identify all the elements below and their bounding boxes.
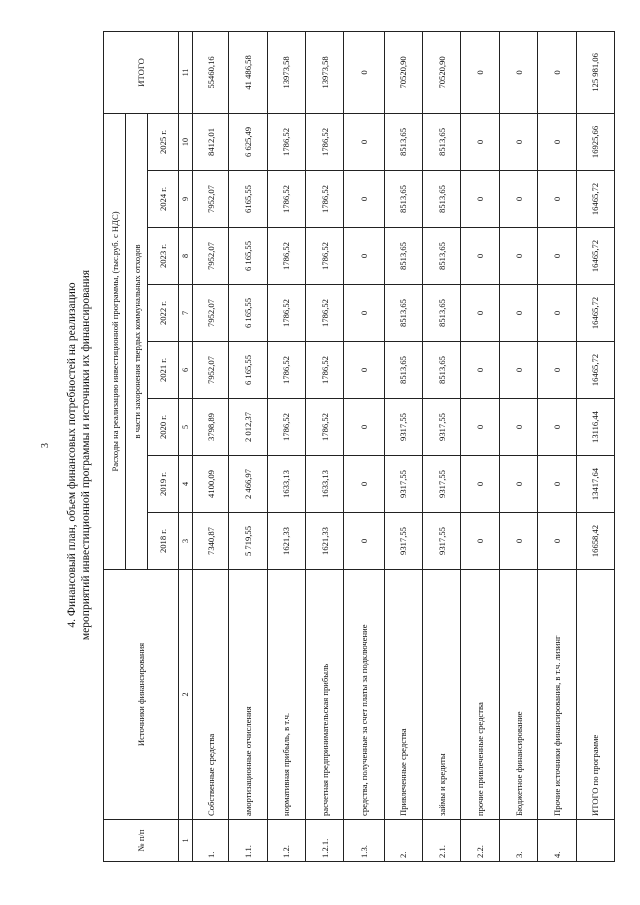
row-value-cell: 1786,52	[267, 285, 305, 342]
row-value-cell: 0	[499, 456, 537, 513]
row-number: 3.	[499, 820, 537, 862]
row-value-cell: 9317,55	[423, 399, 461, 456]
year-header: 2018 г.	[148, 513, 178, 570]
row-value-cell: 9317,55	[423, 456, 461, 513]
year-header: 2020 г.	[148, 399, 178, 456]
row-value-cell: 6165,55	[229, 171, 267, 228]
row-value-cell: 6 165,55	[229, 342, 267, 399]
row-value-cell: 13116,44	[576, 399, 614, 456]
row-total-cell: 0	[538, 31, 576, 113]
header-source: Источники финансирования	[104, 570, 179, 820]
row-total-cell: 125 981,06	[576, 31, 614, 113]
row-source-name: ИТОГО по программе	[576, 570, 614, 820]
financing-table	[103, 31, 615, 862]
index-cell: 4	[178, 456, 192, 513]
row-value-cell: 0	[538, 513, 576, 570]
index-cell: 11	[178, 31, 192, 113]
index-cell: 8	[178, 228, 192, 285]
row-total-cell: 0	[499, 31, 537, 113]
row-value-cell: 1621,33	[267, 513, 305, 570]
row-value-cell: 1786,52	[305, 342, 343, 399]
row-value-cell: 0	[344, 513, 384, 570]
row-value-cell: 1786,52	[267, 171, 305, 228]
row-value-cell: 7340,87	[192, 513, 228, 570]
row-value-cell: 9317,55	[423, 513, 461, 570]
row-source-name: Прочие источники финансирования, в т.ч. лизинг	[538, 570, 576, 820]
row-number: 2.	[384, 820, 422, 862]
row-value-cell: 0	[344, 113, 384, 170]
row-value-cell: 8513,65	[384, 228, 422, 285]
index-cell: 10	[178, 113, 192, 170]
index-cell: 2	[178, 570, 192, 820]
row-value-cell: 0	[499, 399, 537, 456]
header-num: № п/п	[104, 820, 179, 862]
row-value-cell: 16465,72	[576, 171, 614, 228]
row-value-cell: 16465,72	[576, 342, 614, 399]
index-cell: 5	[178, 399, 192, 456]
row-value-cell: 0	[499, 342, 537, 399]
row-value-cell: 0	[538, 456, 576, 513]
table-row	[576, 31, 614, 861]
row-value-cell: 8513,65	[423, 342, 461, 399]
row-value-cell: 0	[461, 342, 499, 399]
row-value-cell: 1786,52	[267, 342, 305, 399]
row-total-cell: 13973,58	[267, 31, 305, 113]
row-value-cell: 2 012,37	[229, 399, 267, 456]
row-value-cell: 16658,42	[576, 513, 614, 570]
table-row	[192, 31, 228, 861]
row-value-cell: 0	[461, 513, 499, 570]
row-value-cell: 0	[538, 171, 576, 228]
row-number: 1.2.1.	[305, 820, 343, 862]
row-source-name: средства, полученные за счет платы за подключение	[344, 570, 384, 820]
index-cell: 3	[178, 513, 192, 570]
row-value-cell: 7952,07	[192, 228, 228, 285]
row-value-cell: 6 165,55	[229, 285, 267, 342]
row-value-cell: 0	[538, 342, 576, 399]
row-value-cell: 0	[499, 171, 537, 228]
index-cell: 1	[178, 820, 192, 862]
row-value-cell: 1786,52	[305, 285, 343, 342]
document-title	[65, 220, 93, 690]
row-value-cell: 1786,52	[305, 113, 343, 170]
row-number	[576, 820, 614, 862]
row-number: 1.	[192, 820, 228, 862]
row-value-cell: 0	[499, 228, 537, 285]
year-header: 2022 г.	[148, 285, 178, 342]
row-value-cell: 8513,65	[384, 285, 422, 342]
row-number: 1.3.	[344, 820, 384, 862]
financing-table-container	[103, 32, 615, 862]
row-value-cell: 9317,55	[384, 513, 422, 570]
table-row	[461, 31, 499, 861]
row-value-cell: 5 719,55	[229, 513, 267, 570]
year-header: 2025 г.	[148, 113, 178, 170]
row-total-cell: 55460,16	[192, 31, 228, 113]
header-expenses: Расходы на реализацию инвестиционной программы, (тыс.руб. с НДС)	[104, 113, 126, 569]
row-value-cell: 13417,64	[576, 456, 614, 513]
row-value-cell: 16465,72	[576, 228, 614, 285]
row-value-cell: 1786,52	[305, 399, 343, 456]
index-row	[178, 31, 192, 861]
row-value-cell: 1786,52	[305, 171, 343, 228]
row-value-cell: 1786,52	[267, 399, 305, 456]
row-value-cell: 0	[461, 456, 499, 513]
row-value-cell: 1786,52	[267, 113, 305, 170]
row-total-cell: 70520,90	[423, 31, 461, 113]
index-cell: 6	[178, 342, 192, 399]
table-row	[499, 31, 537, 861]
row-value-cell: 1621,33	[305, 513, 343, 570]
row-number: 2.2.	[461, 820, 499, 862]
row-value-cell: 8513,65	[423, 171, 461, 228]
row-number: 1.1.	[229, 820, 267, 862]
row-value-cell: 0	[344, 285, 384, 342]
row-value-cell: 0	[499, 113, 537, 170]
row-value-cell: 0	[499, 285, 537, 342]
row-total-cell: 0	[461, 31, 499, 113]
row-value-cell: 7952,07	[192, 342, 228, 399]
row-value-cell: 8412,01	[192, 113, 228, 170]
row-source-name: Собственные средства	[192, 570, 228, 820]
row-source-name: Бюджетное финансирование	[499, 570, 537, 820]
row-value-cell: 7952,07	[192, 171, 228, 228]
year-header: 2019 г.	[148, 456, 178, 513]
row-value-cell: 8513,65	[384, 342, 422, 399]
row-value-cell: 1633,13	[305, 456, 343, 513]
table-row	[229, 31, 267, 861]
row-value-cell: 1786,52	[267, 228, 305, 285]
table-row	[423, 31, 461, 861]
year-header: 2023 г.	[148, 228, 178, 285]
row-value-cell: 8513,65	[423, 228, 461, 285]
row-value-cell: 9317,55	[384, 399, 422, 456]
row-value-cell: 0	[538, 399, 576, 456]
row-source-name: нормативная прибыль, в т.ч.	[267, 570, 305, 820]
row-source-name: займы и кредиты	[423, 570, 461, 820]
row-value-cell: 0	[461, 228, 499, 285]
row-value-cell: 0	[344, 228, 384, 285]
title-line-2: мероприятий инвестиционной программы и источники их финансирования	[80, 269, 92, 641]
index-cell: 9	[178, 171, 192, 228]
year-header: 2024 г.	[148, 171, 178, 228]
row-value-cell: 0	[538, 228, 576, 285]
row-value-cell: 7952,07	[192, 285, 228, 342]
row-value-cell: 16465,72	[576, 285, 614, 342]
row-value-cell: 8513,65	[384, 113, 422, 170]
row-value-cell: 1633,13	[267, 456, 305, 513]
row-value-cell: 0	[344, 171, 384, 228]
row-source-name: амортизационные отчисления	[229, 570, 267, 820]
row-value-cell: 0	[344, 399, 384, 456]
row-value-cell: 6 625,49	[229, 113, 267, 170]
row-number: 4.	[538, 820, 576, 862]
index-cell: 7	[178, 285, 192, 342]
row-source-name: прочие привлеченные средства	[461, 570, 499, 820]
row-value-cell: 9317,55	[384, 456, 422, 513]
row-value-cell: 0	[499, 513, 537, 570]
row-value-cell: 8513,65	[423, 113, 461, 170]
row-source-name: расчетная предпринимательская прибыль	[305, 570, 343, 820]
table-row	[384, 31, 422, 861]
row-value-cell: 8513,65	[384, 171, 422, 228]
row-value-cell: 2 466,97	[229, 456, 267, 513]
table-row	[267, 31, 305, 861]
row-value-cell: 0	[461, 285, 499, 342]
title-line-1: 4. Финансовый план, объем финансовых потребностей на реализацию	[66, 282, 78, 628]
row-value-cell: 0	[344, 342, 384, 399]
year-header: 2021 г.	[148, 342, 178, 399]
header-total: ИТОГО	[104, 31, 179, 113]
row-value-cell: 0	[461, 171, 499, 228]
row-total-cell: 70520,90	[384, 31, 422, 113]
row-value-cell: 1786,52	[305, 228, 343, 285]
row-total-cell: 0	[344, 31, 384, 113]
row-value-cell: 0	[344, 456, 384, 513]
row-value-cell: 0	[461, 399, 499, 456]
row-value-cell: 0	[538, 285, 576, 342]
row-value-cell: 6 165,55	[229, 228, 267, 285]
row-total-cell: 41 486,58	[229, 31, 267, 113]
table-row	[344, 31, 384, 861]
table-row	[305, 31, 343, 861]
row-number: 2.1.	[423, 820, 461, 862]
row-value-cell: 4100,09	[192, 456, 228, 513]
row-number: 1.2.	[267, 820, 305, 862]
row-total-cell: 13973,58	[305, 31, 343, 113]
row-source-name: Привлеченные средства	[384, 570, 422, 820]
row-value-cell: 8513,65	[423, 285, 461, 342]
row-value-cell: 3798,89	[192, 399, 228, 456]
row-value-cell: 0	[461, 113, 499, 170]
header-subtitle: в части захоронения твердых коммунальных отходов	[126, 113, 148, 569]
row-value-cell: 0	[538, 113, 576, 170]
row-value-cell: 16925,66	[576, 113, 614, 170]
table-row	[538, 31, 576, 861]
page-number: 3	[40, 443, 51, 448]
